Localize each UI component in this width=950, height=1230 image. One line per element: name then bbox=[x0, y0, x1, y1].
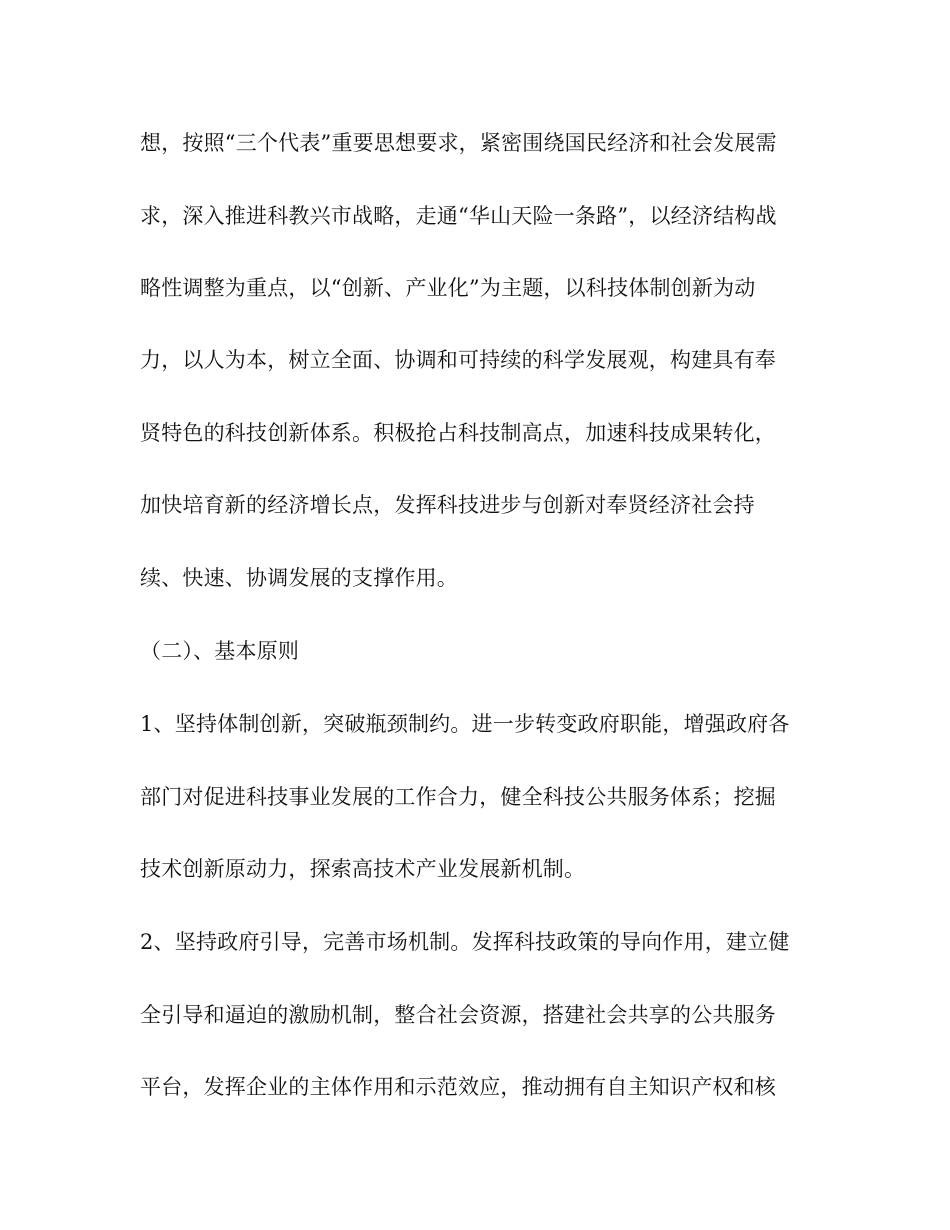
text-line: 部门对促进科技事业发展的工作合力，健全科技公共服务体系；挖掘 bbox=[140, 785, 776, 809]
text-line: 续、快速、协调发展的支撑作用。 bbox=[140, 566, 458, 590]
text-line: 全引导和逼迫的激励机制，整合社会资源，搭建社会共享的公共服务 bbox=[140, 1003, 776, 1027]
section-heading: （二）、基本原则 bbox=[140, 639, 300, 663]
text-line: 求，深入推进科教兴市战略，走通“华山天险一条路”，以经济结构战 bbox=[140, 204, 777, 228]
text-line: 平台，发挥企业的主体作用和示范效应，推动拥有自主知识产权和核 bbox=[140, 1075, 776, 1099]
text-line: 想，按照“三个代表”重要思想要求，紧密围绕国民经济和社会发展需 bbox=[140, 131, 777, 155]
text-line: 2、坚持政府引导，完善市场机制。发挥科技政策的导向作用，建立健 bbox=[140, 930, 790, 954]
text-line: 略性调整为重点，以“创新、产业化”为主题，以科技体制创新为动 bbox=[140, 276, 756, 300]
text-line: 贤特色的科技创新体系。积极抢占科技制高点，加速科技成果转化， bbox=[140, 421, 776, 445]
text-line: 力，以人为本，树立全面、协调和可持续的科学发展观，构建具有奉 bbox=[140, 348, 776, 372]
text-line: 1、坚持体制创新，突破瓶颈制约。进一步转变政府职能，增强政府各 bbox=[140, 712, 790, 736]
text-line: 加快培育新的经济增长点，发挥科技进步与创新对奉贤经济社会持 bbox=[140, 493, 755, 517]
text-line: 技术创新原动力，探索高技术产业发展新机制。 bbox=[140, 857, 586, 881]
